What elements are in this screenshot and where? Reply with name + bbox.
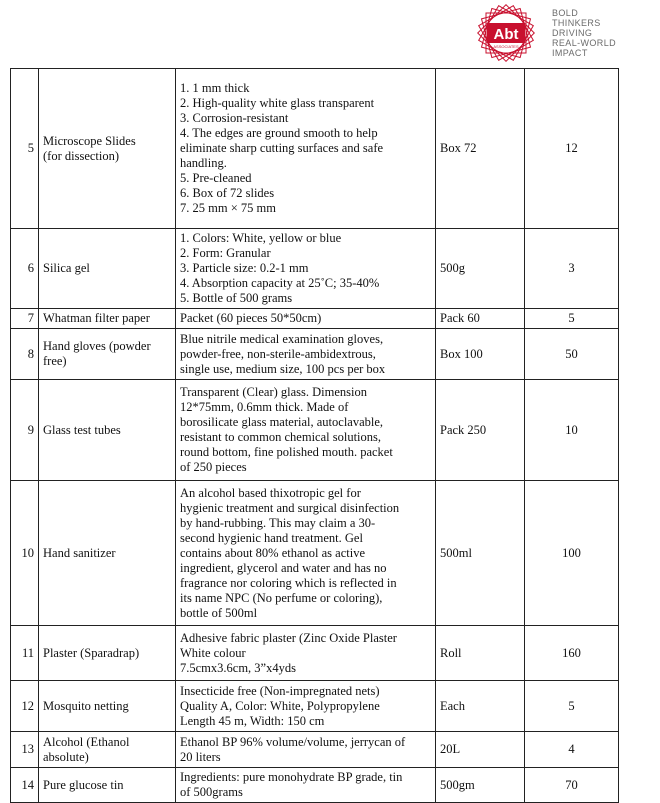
item-number-cell: 5 (11, 69, 39, 229)
text-line: resistant to common chemical solutions, (180, 430, 382, 444)
abt-logo (476, 4, 652, 62)
item-quantity-cell: 5 (525, 309, 619, 329)
item-name-cell (39, 69, 176, 229)
item-description-cell (176, 768, 436, 803)
table-row (11, 481, 619, 626)
item-unit-cell: Box 72 (436, 69, 525, 229)
item-description-cell (176, 626, 436, 681)
tagline-line: BOLD (552, 8, 579, 18)
table-row (11, 69, 619, 229)
item-number-cell: 12 (11, 681, 39, 732)
item-number-cell: 10 (11, 481, 39, 626)
item-quantity-cell: 100 (525, 481, 619, 626)
table-row (11, 732, 619, 768)
item-quantity-cell: 5 (525, 681, 619, 732)
item-name-cell (39, 229, 176, 309)
item-name-cell (39, 329, 176, 380)
text-line: Blue nitrile medical examination gloves, (180, 331, 384, 346)
text-line: 4. The edges are ground smooth to help (180, 126, 378, 140)
text-line: Hand gloves (powder (43, 339, 151, 353)
item-number-cell: 9 (11, 380, 39, 481)
text-line: White colour (180, 645, 246, 660)
text-line: borosilicate glass material, autoclavable, (180, 415, 384, 429)
text-line: Plaster (Sparadrap) (43, 645, 140, 660)
text-line: 6. Box of 72 slides (180, 186, 275, 200)
text-line: round bottom, fine polished mouth. packet (180, 445, 393, 459)
text-line: Packet (60 pieces 50*50cm) (180, 311, 322, 325)
text-line: 4. Absorption capacity at 25˚C; 35-40% (180, 276, 380, 290)
text-line: 1. Colors: White, yellow or blue (180, 231, 342, 245)
text-line: Transparent (Clear) glass. Dimension (180, 385, 368, 399)
item-name-cell (39, 681, 176, 732)
text-line: 5. Pre-cleaned (180, 171, 252, 185)
item-description-cell (176, 69, 436, 229)
item-unit-cell: 500ml (436, 481, 525, 626)
text-line: of 250 pieces (180, 460, 247, 474)
item-unit-cell: Each (436, 681, 525, 732)
item-unit-cell: Roll (436, 626, 525, 681)
item-name-cell (39, 309, 176, 329)
item-number-cell: 13 (11, 732, 39, 768)
text-line: Microscope Slides (43, 133, 136, 148)
items-table-wrapper (10, 68, 618, 803)
text-line: Alcohol (Ethanol (43, 734, 130, 749)
table-row (11, 626, 619, 681)
logo-wordmark: Abt (493, 26, 519, 43)
item-quantity-cell: 160 (525, 626, 619, 681)
table-row (11, 768, 619, 803)
item-number-cell: 6 (11, 229, 39, 309)
text-line: its name NPC (No perfume or coloring), (180, 590, 383, 605)
item-number-cell: 8 (11, 329, 39, 380)
text-line: single use, medium size, 100 pcs per box (180, 361, 386, 376)
text-line: 3. Particle size: 0.2-1 mm (180, 261, 309, 275)
text-line: (for dissection) (43, 148, 120, 163)
text-line: Quality A, Color: White, Polypropylene (180, 698, 380, 713)
text-line: Glass test tubes (43, 422, 121, 437)
item-name-cell (39, 380, 176, 481)
item-quantity-cell: 70 (525, 768, 619, 803)
text-line: Mosquito netting (43, 698, 129, 713)
text-line: An alcohol based thixotropic gel for (180, 485, 361, 500)
item-unit-cell: 500gm (436, 768, 525, 803)
text-line: powder-free, non-sterile-ambidextrous, (180, 346, 376, 361)
item-quantity-cell: 10 (525, 380, 619, 481)
item-unit-cell: Pack 60 (436, 309, 525, 329)
item-unit-cell: 500g (436, 229, 525, 309)
text-line: 20 liters (180, 749, 221, 764)
text-line: 7.5cmx3.6cm, 3”x4yds (180, 660, 296, 675)
table-row (11, 329, 619, 380)
item-number-cell: 7 (11, 309, 39, 329)
item-quantity-cell: 50 (525, 329, 619, 380)
item-name-cell (39, 481, 176, 626)
item-quantity-cell: 4 (525, 732, 619, 768)
item-number-cell: 11 (11, 626, 39, 681)
logo-tagline (552, 8, 616, 58)
text-line: bottle of 500ml (180, 605, 258, 620)
text-line: handling. (180, 156, 227, 170)
text-line: hygienic treatment and surgical disinfection (180, 500, 400, 515)
text-line: Ethanol BP 96% volume/volume, jerrycan of (180, 734, 406, 749)
text-line: Length 45 m, Width: 150 cm (180, 713, 325, 728)
tagline-line: THINKERS (552, 18, 601, 28)
item-unit-cell: Pack 250 (436, 380, 525, 481)
item-name-cell (39, 732, 176, 768)
item-number-cell: 14 (11, 768, 39, 803)
item-description-cell (176, 229, 436, 309)
text-line: 2. Form: Granular (180, 246, 271, 260)
logo-subword: ASSOCIATES (493, 44, 519, 49)
text-line: 7. 25 mm × 75 mm (180, 201, 276, 215)
text-line: Hand sanitizer (43, 545, 116, 560)
text-line: Whatman filter paper (43, 311, 150, 325)
text-line: 3. Corrosion-resistant (180, 111, 289, 125)
tagline-line: IMPACT (552, 48, 588, 58)
text-line: Silica gel (43, 261, 90, 275)
text-line: absolute) (43, 749, 89, 764)
item-unit-cell: Box 100 (436, 329, 525, 380)
tagline-line: DRIVING (552, 28, 593, 38)
text-line: second hygienic hand treatment. Gel (180, 530, 363, 545)
text-line: 5. Bottle of 500 grams (180, 291, 293, 305)
item-quantity-cell: 3 (525, 229, 619, 309)
item-description-cell (176, 481, 436, 626)
item-description-cell (176, 732, 436, 768)
abt-logo-mark-icon (476, 4, 536, 62)
item-description-cell (176, 329, 436, 380)
table-row (11, 229, 619, 309)
text-line: eliminate sharp cutting surfaces and safe (180, 141, 384, 155)
table-row (11, 681, 619, 732)
text-line: Pure glucose tin (43, 777, 124, 792)
table-row (11, 309, 619, 329)
text-line: 2. High-quality white glass transparent (180, 96, 375, 110)
text-line: Adhesive fabric plaster (Zinc Oxide Plaster (180, 630, 397, 645)
text-line: Ingredients: pure monohydrate BP grade, tin (180, 770, 403, 784)
item-name-cell (39, 626, 176, 681)
item-name-cell (39, 768, 176, 803)
text-line: 1. 1 mm thick (180, 81, 250, 95)
table-row (11, 380, 619, 481)
item-quantity-cell: 12 (525, 69, 619, 229)
items-table (10, 68, 619, 803)
item-unit-cell: 20L (436, 732, 525, 768)
item-description-cell (176, 380, 436, 481)
text-line: ingredient, glycerol and water and has no (180, 560, 387, 575)
text-line: Insecticide free (Non-impregnated nets) (180, 683, 380, 698)
item-description-cell (176, 309, 436, 329)
text-line: free) (43, 354, 67, 368)
item-description-cell (176, 681, 436, 732)
text-line: fragrance nor coloring which is reflected in (180, 575, 397, 590)
tagline-line: REAL-WORLD (552, 38, 617, 48)
text-line: by hand-rubbing. This may claim a 30- (180, 515, 376, 530)
text-line: contains about 80% ethanol as active (180, 545, 366, 560)
text-line: of 500grams (180, 785, 243, 799)
text-line: 12*75mm, 0.6mm thick. Made of (180, 400, 349, 414)
